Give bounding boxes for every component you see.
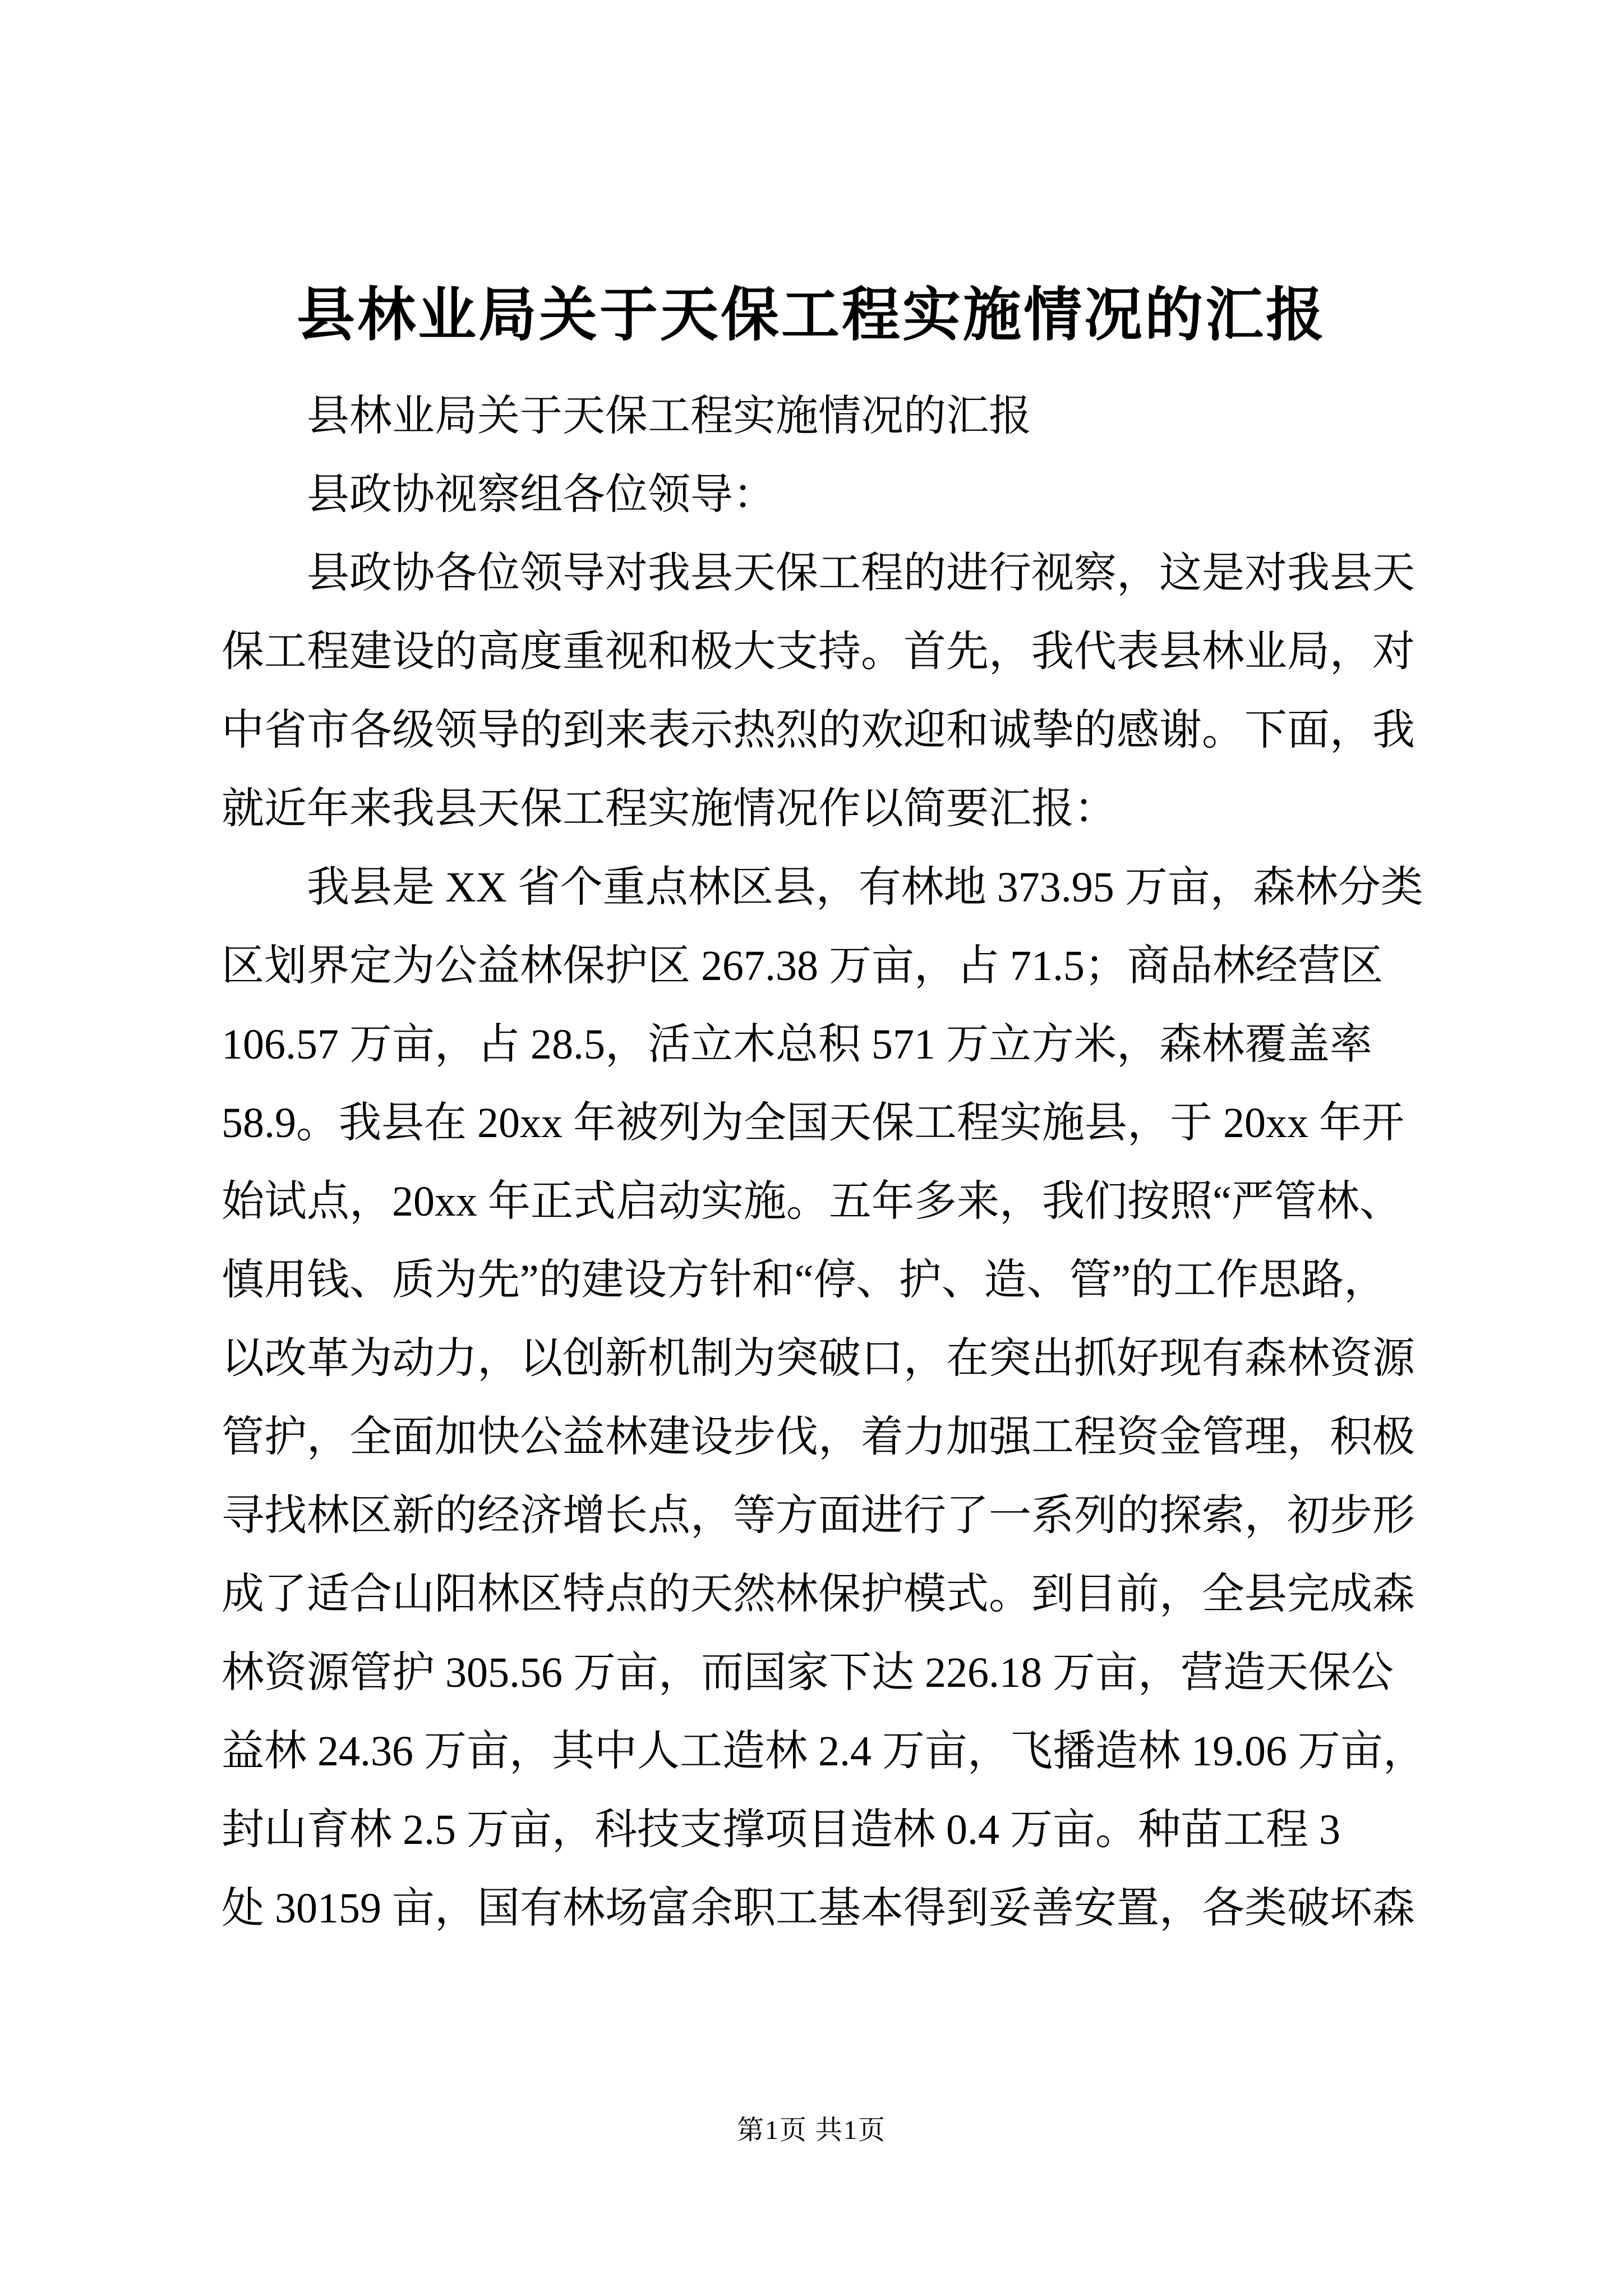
body-line: 慎用钱、质为先”的建设方针和“停、护、造、管”的工作思路，: [222, 1257, 1387, 1304]
body-line: 县政协视察组各位领导：: [307, 471, 776, 518]
body-line: 县政协各位领导对我县天保工程的进行视察，这是对我县天: [307, 550, 1415, 597]
body-line: 成了适合山阳林区特点的天然林保护模式。到目前，全县完成森: [222, 1571, 1415, 1618]
body-line: 封山育林 2.5 万亩，科技支撑项目造林 0.4 万亩。种苗工程 3: [222, 1806, 1340, 1853]
body-line: 管护，全面加快公益林建设步伐，着力加强工程资金管理，积极: [222, 1414, 1415, 1461]
body-line: 中省市各级领导的到来表示热烈的欢迎和诚挚的感谢。下面，我: [222, 707, 1415, 754]
body-line: 保工程建设的高度重视和极大支持。首先，我代表县林业局，对: [222, 628, 1415, 675]
page-footer: 第1页 共1页: [736, 2115, 886, 2145]
body-line: 益林 24.36 万亩，其中人工造林 2.4 万亩，飞播造林 19.06 万亩，: [222, 1728, 1426, 1775]
body-line: 以改革为动力，以创新机制为突破口，在突出抓好现有森林资源: [222, 1335, 1415, 1382]
document-title: 县林业局关于天保工程实施情况的汇报: [296, 283, 1326, 348]
document-body: [222, 377, 1426, 1948]
body-line: 58.9。我县在 20xx 年被列为全国天保工程实施县，于 20xx 年开: [222, 1099, 1404, 1147]
body-line: 我县是 XX 省个重点林区县，有林地 373.95 万亩，森林分类: [307, 864, 1423, 911]
body-line: 县林业局关于天保工程实施情况的汇报: [307, 393, 1031, 440]
body-line: 就近年来我县天保工程实施情况作以简要汇报：: [222, 785, 1117, 832]
body-line: 林资源管护 305.56 万亩，而国家下达 226.18 万亩，营造天保公: [222, 1649, 1394, 1696]
body-line: 始试点，20xx 年正式启动实施。五年多来，我们按照“严管林、: [222, 1178, 1402, 1225]
body-line: 处 30159 亩，国有林场富余职工基本得到妥善安置，各类破坏森: [222, 1885, 1415, 1932]
body-line: 106.57 万亩，占 28.5，活立木总积 571 万立方米，森林覆盖率: [222, 1021, 1372, 1068]
body-line: 寻找林区新的经济增长点，等方面进行了一系列的探索，初步形: [222, 1492, 1415, 1539]
body-line: 区划界定为公益林保护区 267.38 万亩，占 71.5；商品林经营区: [222, 942, 1383, 990]
